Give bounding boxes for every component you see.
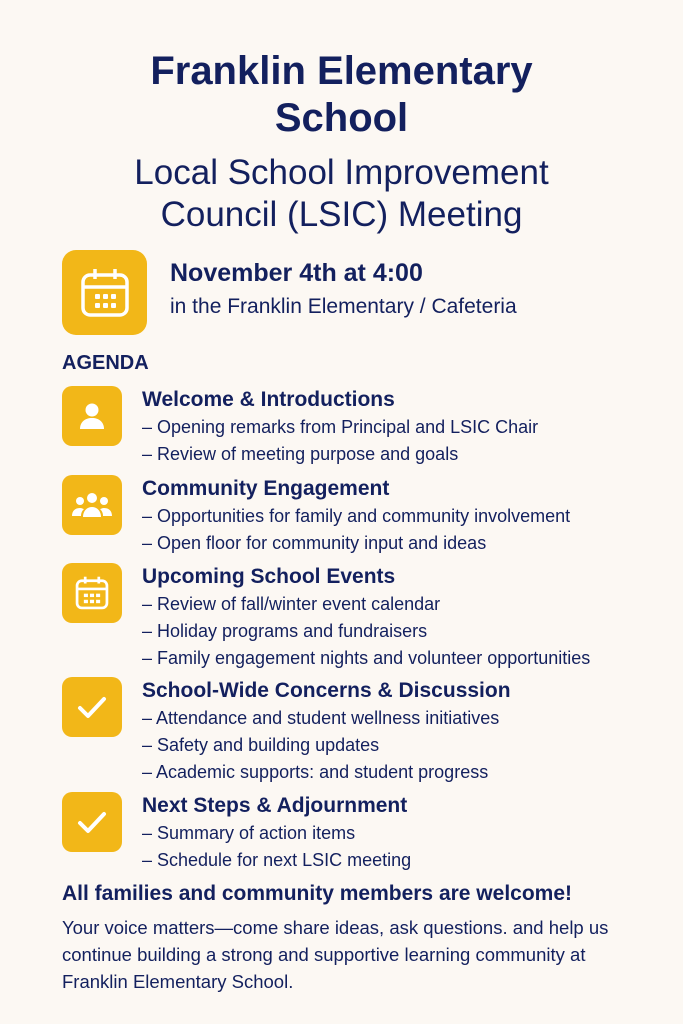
person-icon — [62, 386, 122, 446]
agenda-bullet: – Open floor for community input and ideas — [142, 533, 487, 553]
agenda-bullet: – Safety and building updates — [142, 735, 380, 755]
agenda-item-title: Community Engagement — [142, 477, 390, 500]
welcome-heading: All families and community members are welcome! — [62, 882, 573, 905]
agenda-bullet: – Opening remarks from Principal and LSIC Chair — [142, 417, 539, 437]
agenda-heading: AGENDA — [62, 352, 149, 374]
meeting-date-time: November 4th at 4:00 — [170, 259, 423, 287]
agenda-bullet: – Schedule for next LSIC meeting — [142, 850, 412, 870]
calendar-icon — [62, 250, 147, 335]
agenda-item-title: Upcoming School Events — [142, 565, 396, 588]
school-name-line-1: Franklin Elementary — [150, 49, 533, 93]
agenda-bullet: – Opportunities for family and community involvement — [142, 506, 571, 526]
agenda-bullet: – Family engagement nights and volunteer opportunities — [142, 648, 591, 668]
school-name — [0, 48, 683, 142]
school-name-line-2: School — [274, 96, 409, 140]
checkmark-icon — [62, 792, 122, 852]
agenda-bullet: – Summary of action items — [142, 823, 356, 843]
welcome-message: Your voice matters—come share ideas, ask questions. and help us continue building a strong and supportive learning community at Franklin Elementary School. — [62, 917, 609, 992]
checkmark-icon — [62, 677, 122, 737]
meeting-title-line-1: Local School Improvement — [134, 153, 549, 192]
meeting-title-line-2: Council (LSIC) Meeting — [160, 195, 523, 234]
agenda-bullet: – Academic supports: and student progress — [142, 762, 489, 782]
agenda-item-title: School-Wide Concerns & Discussion — [142, 679, 511, 702]
meeting-location: in the Franklin Elementary / Cafeteria — [170, 295, 517, 318]
agenda-bullet: – Attendance and student wellness initiatives — [142, 708, 500, 728]
agenda-bullet: – Review of meeting purpose and goals — [142, 444, 459, 464]
agenda-bullet: – Holiday programs and fundraisers — [142, 621, 428, 641]
meeting-title — [0, 152, 683, 236]
agenda-item-title: Next Steps & Adjournment — [142, 794, 408, 817]
calendar-icon — [62, 563, 122, 623]
agenda-bullet: – Review of fall/winter event calendar — [142, 594, 441, 614]
agenda-item-title: Welcome & Introductions — [142, 388, 395, 411]
group-icon — [62, 475, 122, 535]
